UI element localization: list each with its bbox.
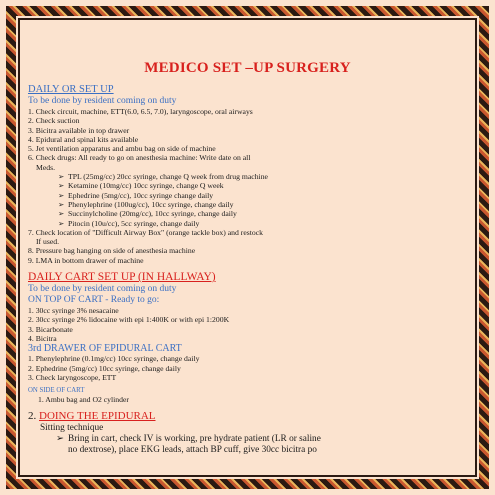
daily-item: 5. Jet ventilation apparatus and ambu bag on side of machine	[28, 144, 216, 154]
daily-item: 4. Epidural and spinal kits available	[28, 134, 139, 144]
daily-heading: DAILY OR SET UP	[28, 84, 114, 95]
daily-item: If used.	[36, 237, 60, 247]
daily-item: Meds.	[36, 162, 56, 172]
drug-item: ➢ Ketamine (10mg/cc) 10cc syringe, change Q week	[58, 181, 224, 191]
arrow-bullet-icon: ➢	[58, 199, 65, 209]
cart-heading: DAILY CART SET UP (IN HALLWAY)	[28, 271, 216, 284]
daily-subheading: To be done by resident coming on duty	[28, 96, 177, 106]
arrow-bullet-icon: ➢	[58, 209, 65, 219]
arrow-bullet-icon: ➢	[58, 190, 65, 200]
drawer-item: 3. Check laryngoscope, ETT	[28, 372, 117, 382]
epidural-bullet-continued: no dextrose), place EKG leads, attach BP cuff, give 30cc bicitra po	[68, 445, 317, 456]
arrow-bullet-icon: ➢	[56, 434, 64, 445]
drug-item: ➢ Phenylephrine (100ug/cc), 10cc syringe, change daily	[58, 199, 234, 209]
page-title: MEDICO SET –UP SURGERY	[144, 60, 351, 76]
drawer-item: 1. Phenylephrine (0.1mg/cc) 10cc syringe, change daily	[28, 354, 200, 364]
side-item: 1. Ambu bag and O2 cylinder	[38, 395, 129, 405]
epidural-heading: 2. DOING THE EPIDURAL	[28, 410, 156, 423]
cart-subheading: To be done by resident coming on duty	[28, 284, 177, 295]
daily-item: 2. Check suction	[28, 116, 80, 126]
side-heading: ON SIDE OF CART	[28, 387, 85, 395]
arrow-bullet-icon: ➢	[58, 181, 65, 191]
daily-item: 1. Check circuit, machine, ETT(6.0, 6.5, 7.0), laryngoscope, oral airways	[28, 107, 253, 116]
drug-item: ➢ Ephedrine (5mg/cc), 10cc syringe change daily	[58, 190, 214, 200]
daily-item: 8. Pressure bag hanging on side of anesthesia machine	[28, 246, 196, 256]
cart-item: 1. 30cc syringe 3% nesacaine	[28, 306, 119, 316]
daily-item: 7. Check location of "Difficult Airway Box" (orange tackle box) and restock	[28, 227, 263, 237]
cart-item: 3. Bicarbonate	[28, 324, 73, 334]
drug-item: ➢ Succinylcholine (20mg/cc), 10cc syringe, change daily	[58, 209, 237, 219]
drawer-heading: 3rd DRAWER OF EPIDURAL CART	[28, 343, 182, 355]
arrow-bullet-icon: ➢	[58, 218, 65, 228]
daily-item: 9. LMA in bottom drawer of machine	[28, 255, 144, 265]
daily-item: 3. Bicitra available in top drawer	[28, 125, 130, 135]
drug-item: ➢ TPL (25mg/cc) 20cc syringe, change Q week from drug machine	[58, 172, 268, 182]
arrow-bullet-icon: ➢	[58, 172, 65, 182]
drawer-item: 2. Ephedrine (5mg/cc) 10cc syringe, change daily	[28, 363, 181, 373]
drug-item: ➢ Pitocin (10u/cc), 5cc syringe, change daily	[58, 218, 200, 228]
cart-top-heading: ON TOP OF CART - Ready to go:	[28, 295, 160, 306]
cart-item: 4. Bicitra	[28, 333, 57, 343]
sitting-technique: Sitting technique	[40, 423, 104, 434]
epidural-bullet: ➢ Bring in cart, check IV is working, pre hydrate patient (LR or saline	[56, 434, 321, 445]
daily-item: 6. Check drugs: All ready to go on anesthesia machine: Write date on all	[28, 153, 251, 163]
cart-item: 2. 30cc syringe 2% lidocaine with epi 1:400K or with epi 1:200K	[28, 315, 230, 325]
document-body	[28, 84, 468, 456]
